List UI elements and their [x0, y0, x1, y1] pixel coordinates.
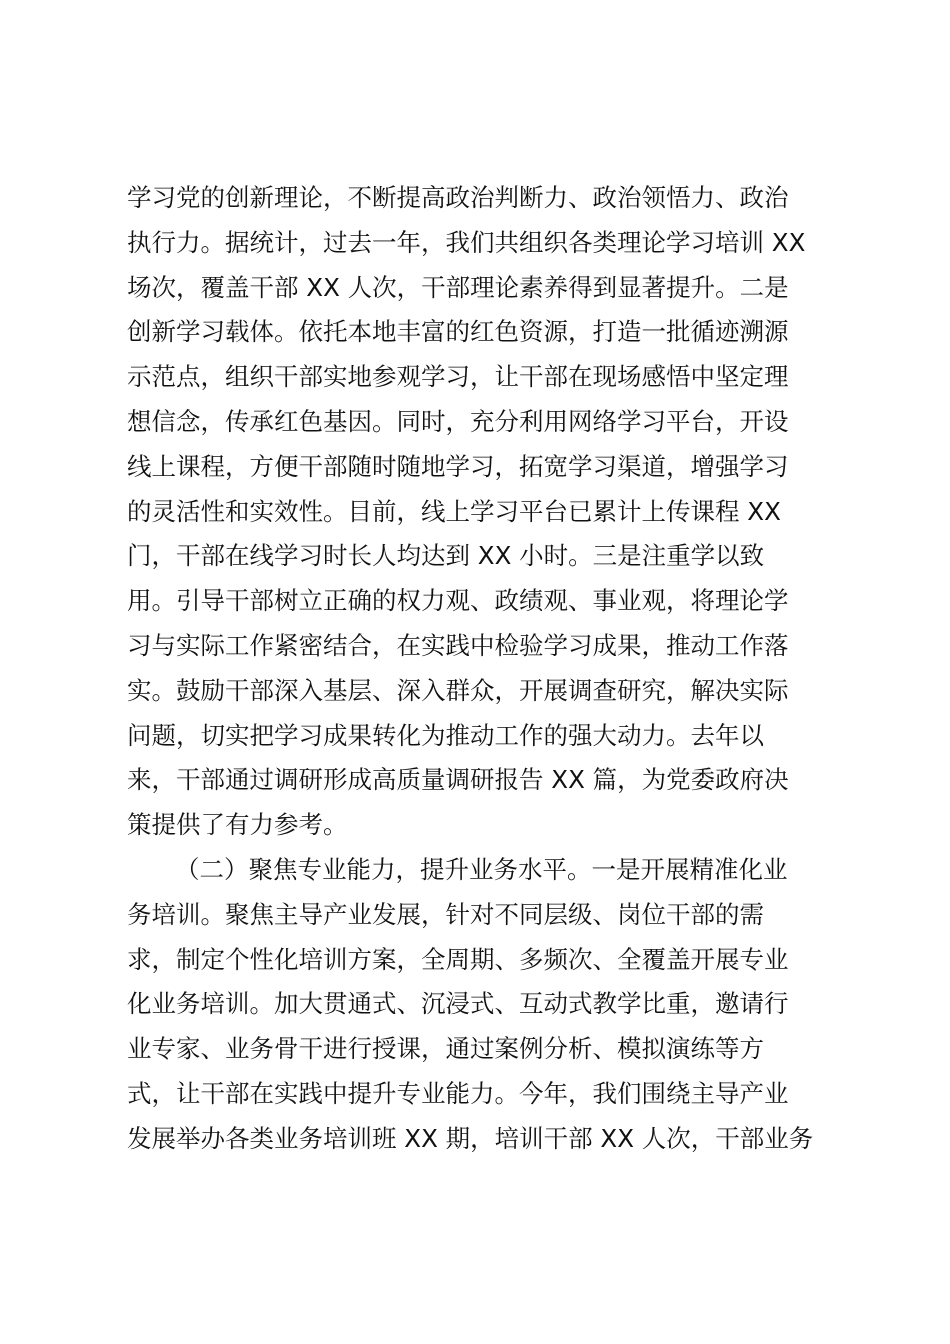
text-line: 求，制定个性化培训方案，全周期、多频次、全覆盖开展专业 — [127, 944, 789, 974]
section-heading-line: （二）聚焦专业能力，提升业务水平。一是开展精准化业 — [175, 854, 788, 884]
text-line: 发展举办各类业务培训班 XX 期，培训干部 XX 人次，干部业务 — [127, 1123, 814, 1153]
text-line: 化业务培训。加大贯通式、沉浸式、互动式教学比重，邀请行 — [127, 989, 789, 1019]
text-line: 问题，切实把学习成果转化为推动工作的强大动力。去年以 — [127, 720, 764, 750]
text-line: 学习党的创新理论，不断提高政治判断力、政治领悟力、政治 — [127, 183, 789, 212]
text-line: 习与实际工作紧密结合，在实践中检验学习成果，推动工作落 — [127, 630, 789, 660]
text-line: 想信念，传承红色基因。同时，充分利用网络学习平台，开设 — [127, 406, 789, 436]
text-line: 门，干部在线学习时长人均达到 XX 小时。三是注重学以致 — [127, 541, 765, 571]
text-line: 来，干部通过调研形成高质量调研报告 XX 篇，为党委政府决 — [127, 765, 789, 795]
text-line: 线上课程，方便干部随时随地学习，拓宽学习渠道，增强学习 — [127, 451, 789, 481]
text-line: 业专家、业务骨干进行授课，通过案例分析、模拟演练等方 — [127, 1034, 764, 1064]
text-line: 执行力。据统计，过去一年，我们共组织各类理论学习培训 XX — [127, 227, 806, 257]
text-line: 的灵活性和实效性。目前，线上学习平台已累计上传课程 XX — [127, 496, 781, 526]
body-text — [127, 176, 847, 1162]
text-line: 场次，覆盖干部 XX 人次，干部理论素养得到显著提升。二是 — [127, 272, 789, 302]
text-line: 示范点，组织干部实地参观学习，让干部在现场感悟中坚定理 — [127, 362, 789, 392]
text-line: 用。引导干部树立正确的权力观、政绩观、事业观，将理论学 — [127, 586, 789, 616]
text-line: 策提供了有力参考。 — [127, 810, 348, 840]
text-line: 实。鼓励干部深入基层、深入群众，开展调查研究，解决实际 — [127, 675, 789, 705]
text-line: 式，让干部在实践中提升专业能力。今年，我们围绕主导产业 — [127, 1078, 789, 1108]
text-line: 创新学习载体。依托本地丰富的红色资源，打造一批循迹溯源 — [127, 317, 789, 347]
text-line: 务培训。聚焦主导产业发展，针对不同层级、岗位干部的需 — [127, 899, 764, 929]
